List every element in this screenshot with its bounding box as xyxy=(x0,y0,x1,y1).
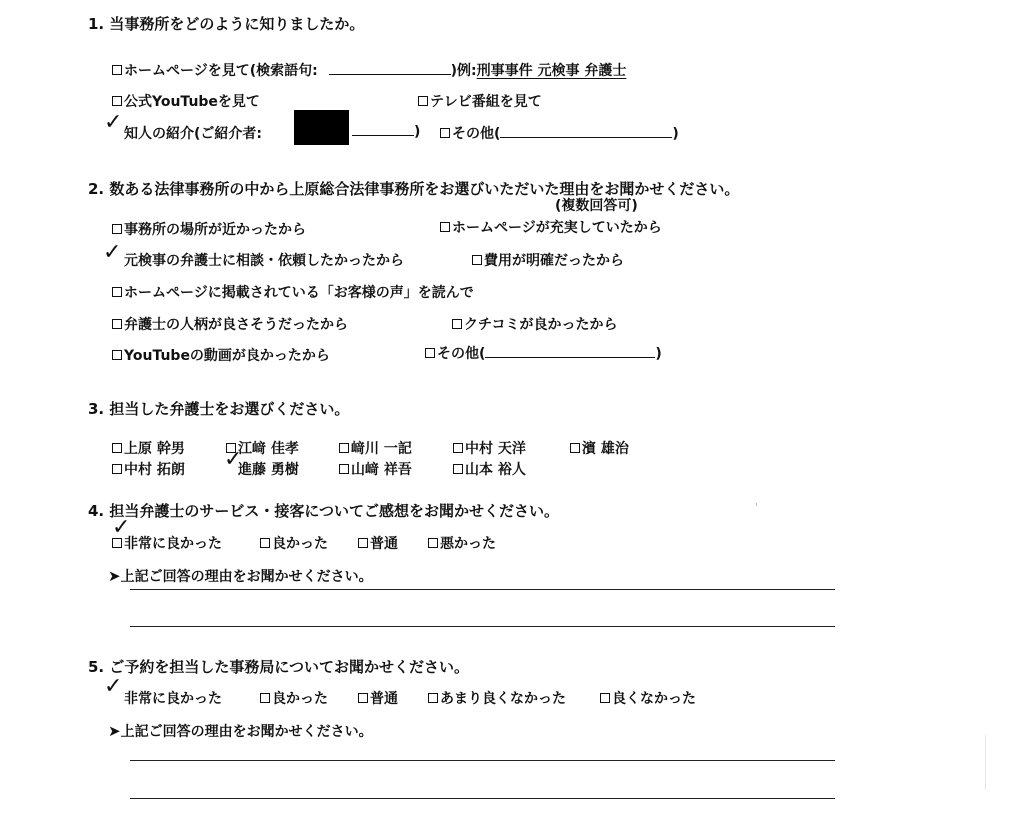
redaction-box xyxy=(294,110,349,145)
q5-answer-line-2[interactable] xyxy=(130,798,835,799)
checkbox[interactable] xyxy=(112,319,122,329)
q2-option-homepage-rich[interactable]: ホームページが充実していたから xyxy=(440,217,662,237)
checkmark-icon: ✓ xyxy=(103,240,122,265)
q2-option-voice[interactable]: ホームページに掲載されている「お客様の声」を読んで xyxy=(112,282,474,302)
q5-option[interactable]: 普通 xyxy=(358,688,398,708)
lawyer-option[interactable]: 中村 拓朗 xyxy=(112,459,185,479)
arrow-icon: ➤ xyxy=(108,567,121,585)
q5-reason-prompt: ➤上記ご回答の理由をお聞かせください。 xyxy=(108,722,373,740)
other-field[interactable] xyxy=(500,125,672,138)
other-field[interactable] xyxy=(485,345,655,358)
lawyer-option[interactable]: 濱 雄治 xyxy=(570,438,629,458)
q2-option-review[interactable]: クチコミが良かったから xyxy=(452,314,617,334)
q3-title: 3. 担当した弁護士をお選びください。 xyxy=(88,400,350,418)
q5-option[interactable]: 良かった xyxy=(260,688,328,708)
q5-title: 5. ご予約を担当した事務局についてお聞かせください。 xyxy=(88,658,470,676)
q1-option-other[interactable]: その他( ) xyxy=(440,123,679,143)
q1-option-homepage[interactable]: ホームページを見て(検索語句: )例:刑事事件 元検事 弁護士 xyxy=(112,60,626,80)
lawyer-option[interactable]: 山﨑 祥吾 xyxy=(339,459,412,479)
q1-option-tv[interactable]: テレビ番組を見て xyxy=(418,91,542,111)
checkbox[interactable] xyxy=(112,350,122,360)
lawyer-option-checked[interactable]: 進藤 勇樹 xyxy=(238,462,299,478)
scan-speck xyxy=(985,735,986,790)
lawyer-option[interactable]: 中村 天洋 xyxy=(453,438,526,458)
q2-title: 2. 数ある法律事務所の中から上原総合法律事務所をお選びいただいた理由をお聞かせください。 xyxy=(88,180,740,198)
q4-answer-line-1[interactable] xyxy=(130,589,835,590)
checkbox[interactable] xyxy=(418,96,428,106)
checkbox[interactable] xyxy=(440,128,450,138)
checkbox[interactable] xyxy=(112,96,122,106)
q4-reason-prompt: ➤上記ご回答の理由をお聞かせください。 xyxy=(108,567,373,585)
checkbox[interactable] xyxy=(112,287,122,297)
q2-note: (複数回答可) xyxy=(555,198,638,214)
search-terms-field[interactable] xyxy=(329,62,451,75)
arrow-icon: ➤ xyxy=(108,722,121,740)
q5-answer-line-1[interactable] xyxy=(130,760,835,761)
q4-option[interactable]: 悪かった xyxy=(428,533,496,553)
checkbox[interactable] xyxy=(425,348,435,358)
checkmark-icon: ✓ xyxy=(104,674,123,699)
q1-option-youtube[interactable]: 公式YouTubeを見て xyxy=(112,91,260,111)
lawyer-option[interactable]: 山本 裕人 xyxy=(453,459,526,479)
checkmark-icon: ✓ xyxy=(224,447,243,472)
example-terms: 刑事事件 元検事 弁護士 xyxy=(476,63,627,79)
q5-option[interactable]: 良くなかった xyxy=(600,688,696,708)
referrer-field[interactable]: ) xyxy=(352,123,420,140)
scan-speck xyxy=(756,503,757,506)
q2-option-near[interactable]: 事務所の場所が近かったから xyxy=(112,219,306,239)
q4-answer-line-2[interactable] xyxy=(130,626,835,627)
q2-option-other[interactable]: その他( ) xyxy=(425,343,662,363)
q4-option[interactable]: 良かった xyxy=(260,533,328,553)
lawyer-option[interactable]: 﨑川 一記 xyxy=(339,438,412,458)
q5-option[interactable]: あまり良くなかった xyxy=(428,688,566,708)
q2-option-character[interactable]: 弁護士の人柄が良さそうだったから xyxy=(112,314,348,334)
q2-option-cost[interactable]: 費用が明確だったから xyxy=(472,250,624,270)
checkbox[interactable] xyxy=(440,222,450,232)
checkmark-icon: ✓ xyxy=(112,515,131,540)
q1-title: 1. 当事務所をどのように知りましたか。 xyxy=(88,15,365,33)
q2-option-youtube[interactable]: YouTubeの動画が良かったから xyxy=(112,345,330,365)
checkbox[interactable] xyxy=(472,255,482,265)
q1-option-referral[interactable]: 知人の紹介(ご紹介者: xyxy=(124,126,262,142)
checkbox[interactable] xyxy=(112,65,122,75)
q2-option-ex-prosecutor[interactable]: 元検事の弁護士に相談・依頼したかったから xyxy=(124,253,404,269)
q5-option[interactable]: 非常に良かった xyxy=(124,691,222,707)
checkbox[interactable] xyxy=(452,319,462,329)
checkbox[interactable] xyxy=(112,224,122,234)
lawyer-option[interactable]: 江﨑 佳孝 xyxy=(226,438,299,458)
lawyer-option[interactable]: 上原 幹男 xyxy=(112,438,185,458)
q4-title: 4. 担当弁護士のサービス・接客についてご感想をお聞かせください。 xyxy=(88,502,560,520)
q4-option[interactable]: 普通 xyxy=(358,533,398,553)
q4-option[interactable]: 非常に良かった xyxy=(112,533,222,553)
checkmark-icon: ✓ xyxy=(104,110,123,135)
